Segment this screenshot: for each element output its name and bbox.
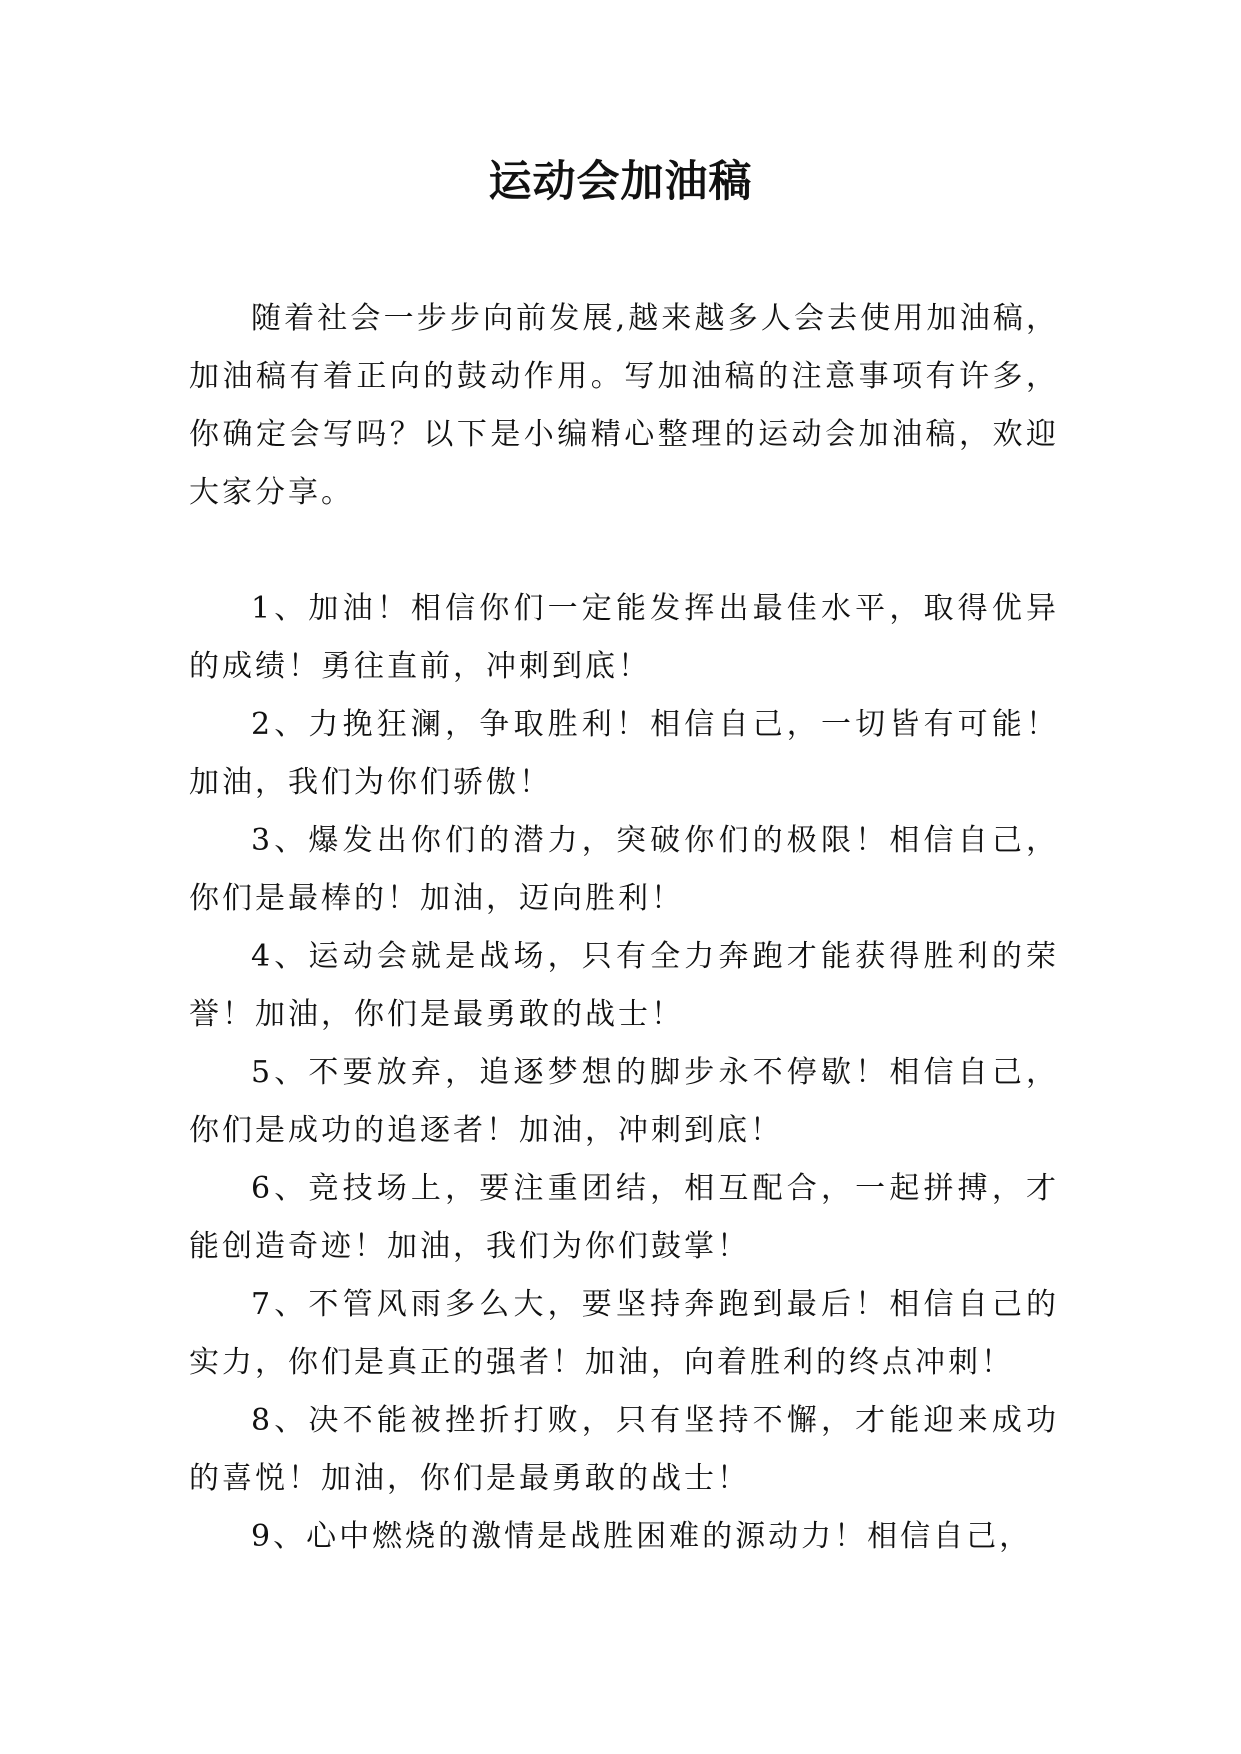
list-item: 4、运动会就是战场，只有全力奔跑才能获得胜利的荣誉！加油，你们是最勇敢的战士！ — [189, 939, 1059, 1032]
page-title: 运动会加油稿 — [488, 157, 753, 207]
intro-paragraph: 随着社会一步步向前发展,越来越多人会去使用加油稿，加油稿有着正向的鼓动作用。写加油稿的注意事项有许多，你确定会写吗？以下是小编精心整理的运动会加油稿，欢迎大家分享。 — [189, 301, 1059, 510]
list-item: 7、不管风雨多么大，要坚持奔跑到最后！相信自己的实力，你们是真正的强者！加油，向着胜利的终点冲刺！ — [189, 1287, 1059, 1380]
list-item: 3、爆发出你们的潜力，突破你们的极限！相信自己，你们是最棒的！加油，迈向胜利！ — [189, 823, 1059, 916]
cheer-list — [189, 580, 1059, 1566]
list-item: 9、心中燃烧的激情是战胜困难的源动力！相信自己， — [251, 1519, 1033, 1554]
list-item: 2、力挽狂澜，争取胜利！相信自己，一切皆有可能！加油，我们为你们骄傲！ — [189, 707, 1059, 800]
list-item: 6、竞技场上，要注重团结，相互配合，一起拼搏，才能创造奇迹！加油，我们为你们鼓掌！ — [189, 1171, 1059, 1264]
list-item: 5、不要放弃，追逐梦想的脚步永不停歇！相信自己，你们是成功的追逐者！加油，冲刺到底！ — [189, 1055, 1059, 1148]
intro-section — [189, 290, 1059, 522]
list-item: 1、加油！相信你们一定能发挥出最佳水平，取得优异的成绩！勇往直前，冲刺到底！ — [189, 591, 1059, 684]
list-item: 8、决不能被挫折打败，只有坚持不懈，才能迎来成功的喜悦！加油，你们是最勇敢的战士！ — [189, 1403, 1059, 1496]
